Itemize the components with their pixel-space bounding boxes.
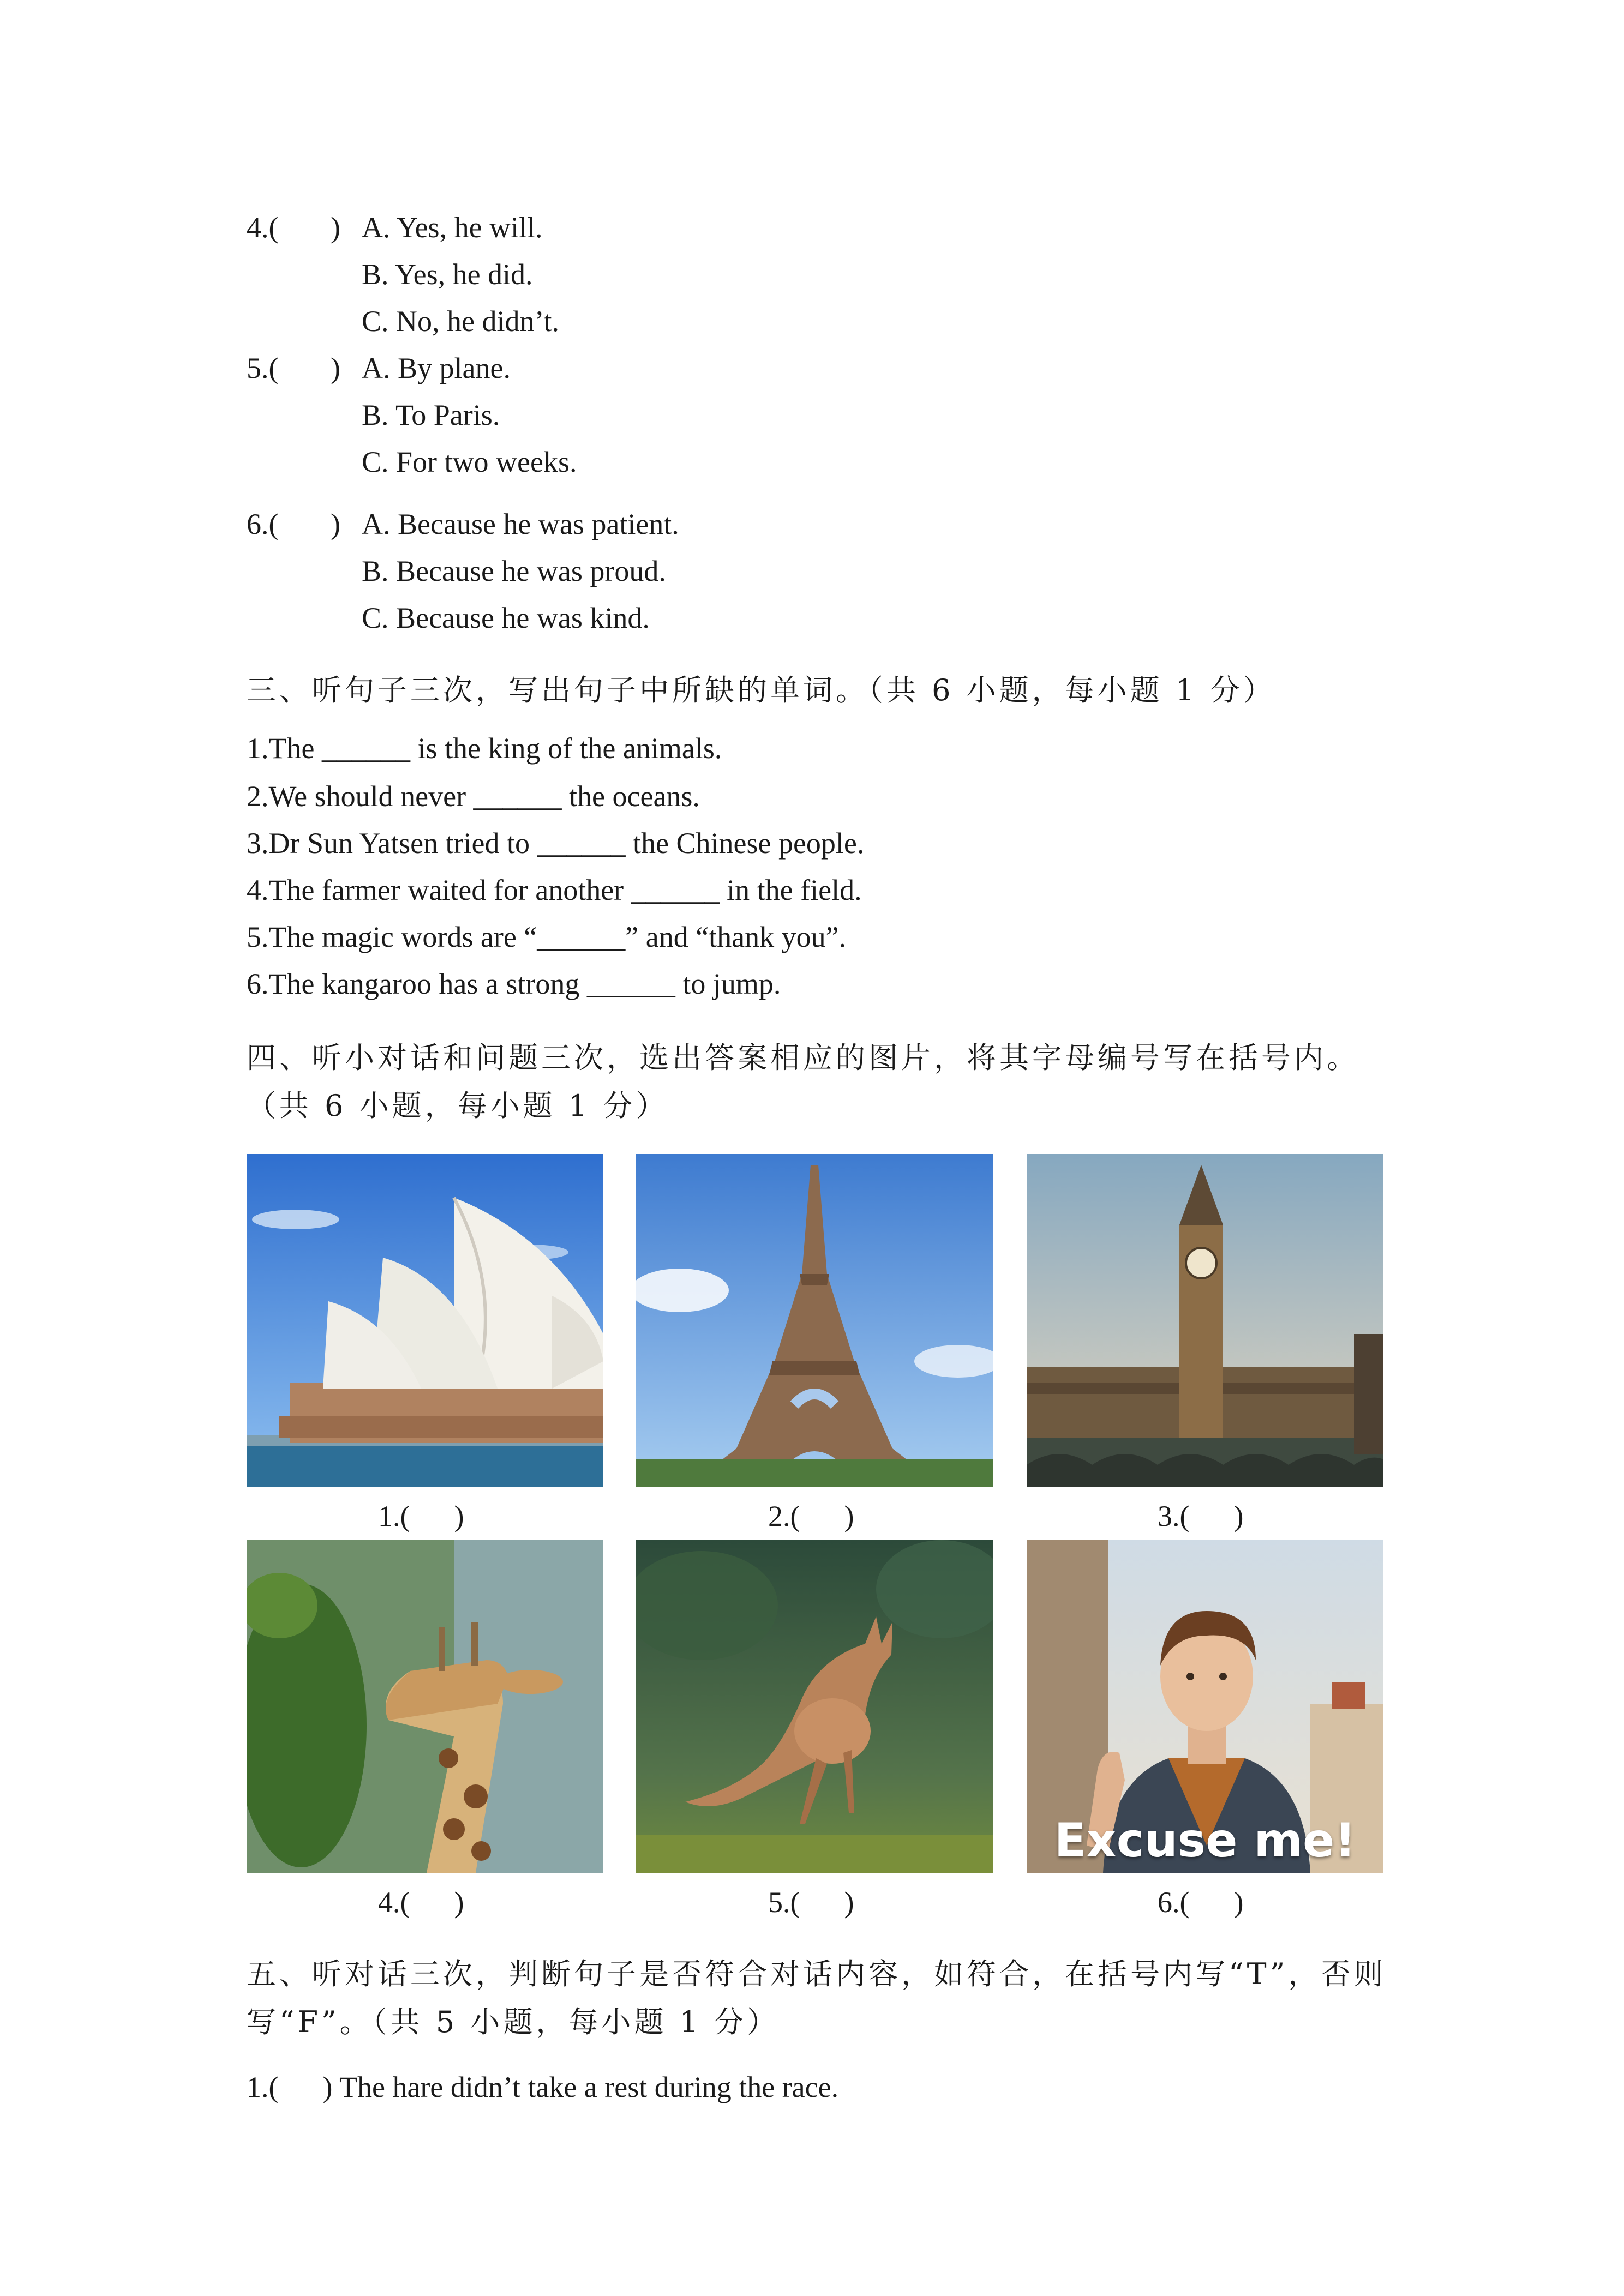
option-c: C. Because he was kind. <box>362 602 650 634</box>
question-number: 5.( <box>247 352 279 384</box>
fill-blank-2: 2.We should never ______ the oceans. <box>247 780 700 813</box>
section-3-heading: 三、听句子三次，写出句子中所缺的单词。（共 6 小题，每小题 1 分） <box>247 673 1276 707</box>
big-ben-photo <box>1027 1154 1383 1487</box>
true-false-item-1: 1.( ) The hare didn’t take a rest during the race. <box>247 2071 839 2103</box>
kangaroo-photo <box>636 1540 993 1873</box>
excuse-me-caption: Excuse me! <box>1054 1813 1356 1868</box>
option-c: C. No, he didn’t. <box>362 305 559 338</box>
fill-blank-5: 5.The magic words are “______” and “thank you”. <box>247 921 847 953</box>
option-a: A. By plane. <box>362 352 511 384</box>
answer-paren: ) <box>331 508 340 540</box>
boy-waving-photo <box>1027 1540 1383 1873</box>
section-4-heading: 四、听小对话和问题三次，选出答案相应的图片，将其字母编号写在括号内。（共 6 小题，每小题 1 分） <box>247 1041 1359 1123</box>
fill-blank-1: 1.The ______ is the king of the animals. <box>247 732 722 765</box>
picture-3-label: 3.( ) <box>1158 1500 1244 1532</box>
picture-2-label: 2.( ) <box>768 1500 854 1532</box>
option-a: A. Yes, he will. <box>362 211 543 244</box>
fill-blank-3: 3.Dr Sun Yatsen tried to ______ the Chinese people. <box>247 827 865 860</box>
sydney-opera-house-photo <box>247 1154 603 1487</box>
option-a: A. Because he was patient. <box>362 508 679 540</box>
question-number: 6.( <box>247 508 279 540</box>
fill-blank-4: 4.The farmer waited for another ______ in the field. <box>247 874 862 906</box>
option-b: B. Yes, he did. <box>362 258 533 291</box>
question-number: 4.( <box>247 211 279 244</box>
giraffe-photo <box>247 1540 603 1873</box>
fill-blank-6: 6.The kangaroo has a strong ______ to jump. <box>247 967 781 1000</box>
section-5-heading: 五、听对话三次，判断句子是否符合对话内容，如符合，在括号内写“T”，否则写“F”。（共 5 小题，每小题 1 分） <box>247 1957 1387 2039</box>
option-b: B. Because he was proud. <box>362 555 666 587</box>
picture-6-label: 6.( ) <box>1158 1886 1244 1919</box>
eiffel-tower-photo <box>636 1154 993 1487</box>
picture-5-label: 5.( ) <box>768 1886 854 1919</box>
answer-paren: ) <box>331 211 340 244</box>
answer-paren: ) <box>331 352 340 384</box>
picture-1-label: 1.( ) <box>378 1500 464 1532</box>
picture-4-label: 4.( ) <box>378 1886 464 1919</box>
option-b: B. To Paris. <box>362 399 500 431</box>
option-c: C. For two weeks. <box>362 446 577 478</box>
